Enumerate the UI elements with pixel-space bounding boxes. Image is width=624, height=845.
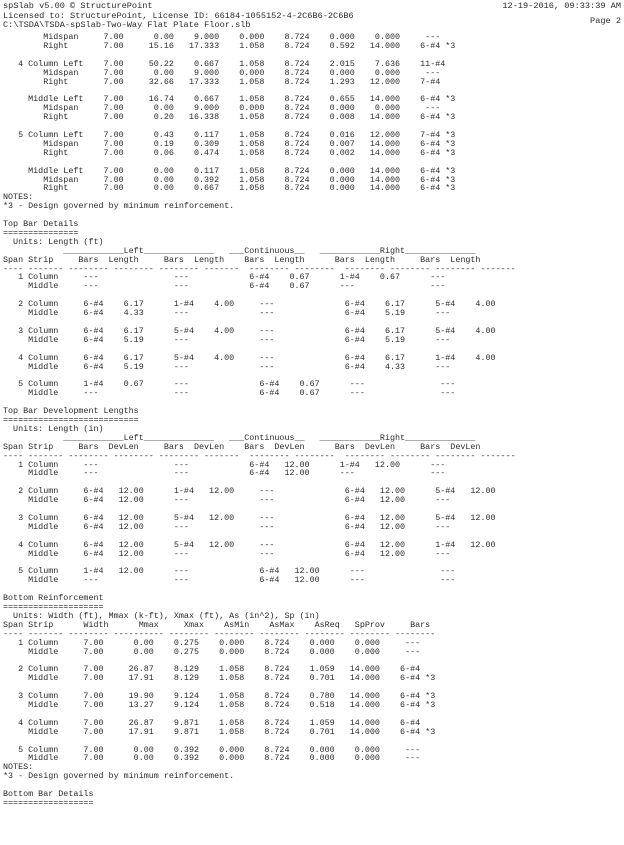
report-line: 2 Column 6-#4 6.17 1-#4 4.00 --- 6-#4 6.17 5-#4 4.00 xyxy=(18,299,496,310)
report-line: Middle 6-#4 5.19 --- --- 6-#4 4.33 --- xyxy=(28,361,451,372)
report-line: Middle --- --- 6-#4 0.67 --- --- xyxy=(28,388,456,399)
report-body xyxy=(3,33,516,808)
report-line: ---- ------- -------- -------- -------- ------- -------- -------- -------- -------- -------- ------- xyxy=(3,450,516,461)
report-line: Right 7.00 15.16 17.333 1.058 8.724 0.592 14.000 6-#4 *3 xyxy=(43,40,456,51)
report-line: Middle --- --- 6-#4 12.00 --- --- xyxy=(28,575,456,586)
program-title: spSlab v5.00 © StructurePoint xyxy=(3,1,153,11)
report-line: NOTES: xyxy=(3,762,34,773)
report-line: ==================== xyxy=(3,602,104,612)
report-line: ____________Left______________ ___Continuous__ ____________Right______________ xyxy=(63,432,476,443)
report-line: Midspan 7.00 0.00 0.392 1.058 8.724 0.000 14.000 6-#4 *3 xyxy=(43,174,456,185)
license-line: Licensed to: StructurePoint, License ID: 66184-1055152-4-2C6B6-2C6B6 xyxy=(3,10,354,21)
report-line: Middle 6-#4 12.00 --- --- 6-#4 12.00 --- xyxy=(28,521,451,532)
report-line: Top Bar Details xyxy=(3,219,79,230)
report-line: 1 Column 7.00 0.00 0.275 0.000 8.724 0.000 0.000 --- xyxy=(18,637,421,648)
report-line: Midspan 7.00 0.00 9.000 0.000 8.724 0.000 0.000 --- xyxy=(43,103,441,114)
report-line: 5 Column 1-#4 0.67 --- 6-#4 0.67 --- --- xyxy=(18,379,456,390)
report-datetime: 12-19-2016, 09:33:39 AM xyxy=(502,1,621,11)
report-line: Span Strip Bars DevLen Bars DevLen Bars DevLen Bars DevLen Bars DevLen xyxy=(3,441,481,452)
report-line: Middle 7.00 17.91 9.871 1.058 8.724 0.701 14.000 6-#4 *3 xyxy=(28,726,436,737)
report-line: Middle 6-#4 4.33 --- --- 6-#4 5.19 --- xyxy=(28,308,451,319)
report-line: Bottom Reinforcement xyxy=(3,593,104,604)
report-line: Midspan 7.00 0.19 0.309 1.058 8.724 0.007 14.000 6-#4 *3 xyxy=(43,138,456,149)
report-line: Middle Left 7.00 16.74 0.667 1.058 8.724 0.655 14.000 6-#4 *3 xyxy=(28,94,456,105)
report-line: Units: Length (ft) xyxy=(13,236,104,247)
report-line: Units: Length (in) xyxy=(13,423,104,434)
report-line: Middle 6-#4 12.00 --- --- 6-#4 12.00 --- xyxy=(28,548,451,559)
report-line: 3 Column 6-#4 12.00 5-#4 12.00 --- 6-#4 12.00 5-#4 12.00 xyxy=(18,512,496,523)
report-line: 3 Column 6-#4 6.17 5-#4 4.00 --- 6-#4 6.17 5-#4 4.00 xyxy=(18,325,496,336)
report-line: ---- ------- -------- ---------- -------- -------- -------- -------- -------- -------- xyxy=(3,628,436,639)
report-line: 4 Column Left 7.00 50.22 0.667 1.058 8.724 2.015 7.636 11-#4 xyxy=(18,58,446,69)
page-number: Page 2 xyxy=(590,16,621,26)
report-line: Right 7.00 32.66 17.333 1.058 8.724 1.293 12.000 7-#4 xyxy=(43,76,441,87)
report-line: Right 7.00 0.06 0.474 1.058 8.724 0.002 14.000 6-#4 *3 xyxy=(43,147,456,158)
report-line: Right 7.00 0.20 16.338 1.058 8.724 0.008 14.000 6-#4 *3 xyxy=(43,112,456,123)
report-line: 2 Column 7.00 26.87 8.129 1.058 8.724 1.059 14.000 6-#4 xyxy=(18,664,421,675)
report-line: Middle 7.00 13.27 9.124 1.058 8.724 0.518 14.000 6-#4 *3 xyxy=(28,699,436,710)
report-line: Middle Left 7.00 0.00 0.117 1.058 8.724 0.000 14.000 6-#4 *3 xyxy=(28,165,456,176)
report-line: *3 - Design governed by minimum reinforcement. xyxy=(3,201,235,212)
report-line: Units: Width (ft), Mmax (k-ft), Xmax (ft), As (in^2), Sp (in) xyxy=(13,610,320,621)
report-line: *3 - Design governed by minimum reinforcement. xyxy=(3,771,235,782)
report-line: 4 Column 6-#4 6.17 5-#4 4.00 --- 6-#4 6.17 1-#4 4.00 xyxy=(18,352,496,363)
report-line: 2 Column 6-#4 12.00 1-#4 12.00 --- 6-#4 12.00 5-#4 12.00 xyxy=(18,486,496,497)
report-line: =========================== xyxy=(3,414,139,425)
report-line: Top Bar Development Lengths xyxy=(3,406,139,417)
report-line: Midspan 7.00 0.00 9.000 0.000 8.724 0.000 0.000 --- xyxy=(43,67,441,78)
report-line: 5 Column Left 7.00 0.43 0.117 1.058 8.724 0.016 12.000 7-#4 *3 xyxy=(18,129,456,140)
report-line: 5 Column 1-#4 12.00 --- 6-#4 12.00 --- --- xyxy=(18,566,456,577)
report-line: Middle 6-#4 12.00 --- --- 6-#4 12.00 --- xyxy=(28,495,451,506)
report-line: Middle --- --- 6-#4 12.00 --- --- xyxy=(28,468,446,479)
report-line: Bottom Bar Details xyxy=(3,789,94,800)
report-line: 1 Column --- --- 6-#4 0.67 1-#4 0.67 --- xyxy=(18,272,446,283)
report-line: 5 Column 7.00 0.00 0.392 0.000 8.724 0.000 0.000 --- xyxy=(18,744,421,755)
report-line: Middle 7.00 17.91 8.129 1.058 8.724 0.701 14.000 6-#4 *3 xyxy=(28,673,436,684)
report-line: Midspan 7.00 0.00 9.000 0.000 8.724 0.000 0.000 --- xyxy=(43,32,441,42)
report-line: Middle 7.00 0.00 0.392 0.000 8.724 0.000 0.000 --- xyxy=(28,753,421,764)
report-line: 4 Column 6-#4 12.00 5-#4 12.00 --- 6-#4 12.00 1-#4 12.00 xyxy=(18,539,496,550)
report-line: Middle 7.00 0.00 0.275 0.000 8.724 0.000 0.000 --- xyxy=(28,646,421,657)
report-line: 1 Column --- --- 6-#4 12.00 1-#4 12.00 --- xyxy=(18,459,446,470)
report-line: Span Strip Bars Length Bars Length Bars Length Bars Length Bars Length xyxy=(3,254,481,265)
report-line: =============== xyxy=(3,227,79,238)
report-line: Span Strip Width Mmax Xmax AsMin AsMax AsReq SpProv Bars xyxy=(3,619,431,630)
report-line: 3 Column 7.00 19.90 9.124 1.058 8.724 0.780 14.000 6-#4 *3 xyxy=(18,691,436,702)
report-line: Middle --- --- 6-#4 0.67 --- --- xyxy=(28,281,446,292)
report-header xyxy=(3,2,621,31)
report-line: 4 Column 7.00 26.87 9.871 1.058 8.724 1.059 14.000 6-#4 xyxy=(18,717,421,728)
report-line: ____________Left______________ ___Continuous__ ____________Right______________ xyxy=(63,245,476,256)
report-line: NOTES: xyxy=(3,192,34,203)
report-line: Right 7.00 0.00 0.667 1.058 8.724 0.000 14.000 6-#4 *3 xyxy=(43,183,456,194)
report-line: ---- ------- -------- -------- -------- ------- -------- -------- -------- -------- -------- ------- xyxy=(3,263,516,274)
report-line: ================== xyxy=(3,797,94,808)
file-path: C:\TSDA\TSDA-spSlab-Two-Way Flat Plate Floor.slb xyxy=(3,20,251,31)
report-line: Middle 6-#4 5.19 --- --- 6-#4 5.19 --- xyxy=(28,334,451,345)
